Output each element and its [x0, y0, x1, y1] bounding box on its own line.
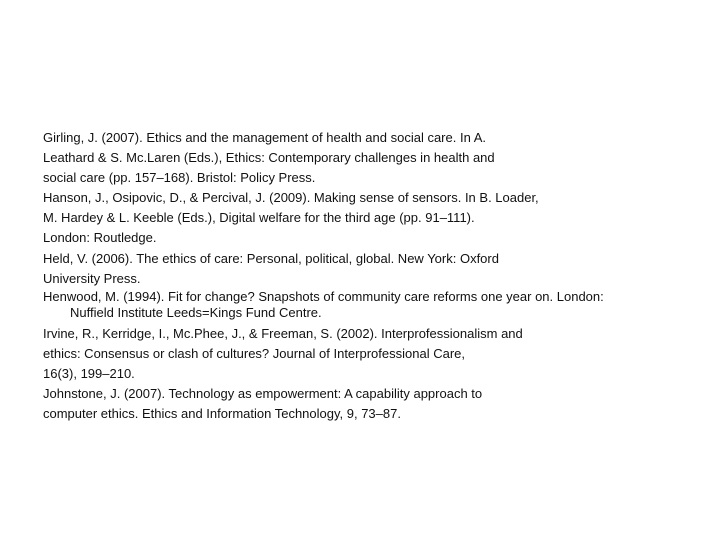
reference-line: Leathard & S. Mc.Laren (Eds.), Ethics: Contemporary challenges in health and [43, 150, 495, 166]
reference-line: Held, V. (2006). The ethics of care: Personal, political, global. New York: Oxford [43, 250, 499, 266]
reference-line: M. Hardey & L. Keeble (Eds.), Digital welfare for the third age (pp. 91–111). [43, 210, 475, 226]
reference-line: ethics: Consensus or clash of cultures? Journal of Interprofessional Care, [43, 345, 465, 361]
reference-line: social care (pp. 157–168). Bristol: Policy Press. [43, 170, 316, 186]
reference-henwood [43, 289, 683, 321]
reference-line: Irvine, R., Kerridge, I., Mc.Phee, J., & Freeman, S. (2002). Interprofessionalism and [43, 325, 523, 341]
reference-line-indented: Nuffield Institute Leeds=Kings Fund Centre. [70, 304, 322, 320]
reference-girling [43, 128, 683, 188]
reference-held [43, 249, 683, 289]
reference-irvine [43, 324, 683, 384]
reference-line: Henwood, M. (1994). Fit for change? Snapshots of community care reforms one year on. London: [43, 288, 604, 304]
reference-line: Girling, J. (2007). Ethics and the management of health and social care. In A. [43, 130, 486, 145]
reference-line: University Press. [43, 270, 141, 286]
reference-johnstone [43, 384, 683, 424]
reference-line: London: Routledge. [43, 230, 157, 246]
reference-list [43, 128, 683, 424]
reference-line: 16(3), 199–210. [43, 365, 135, 381]
reference-line: computer ethics. Ethics and Information Technology, 9, 73–87. [43, 406, 401, 422]
reference-hanson [43, 188, 683, 248]
reference-line: Hanson, J., Osipovic, D., & Percival, J. (2009). Making sense of sensors. In B. Loader, [43, 190, 539, 206]
reference-line: Johnstone, J. (2007). Technology as empowerment: A capability approach to [43, 386, 483, 402]
